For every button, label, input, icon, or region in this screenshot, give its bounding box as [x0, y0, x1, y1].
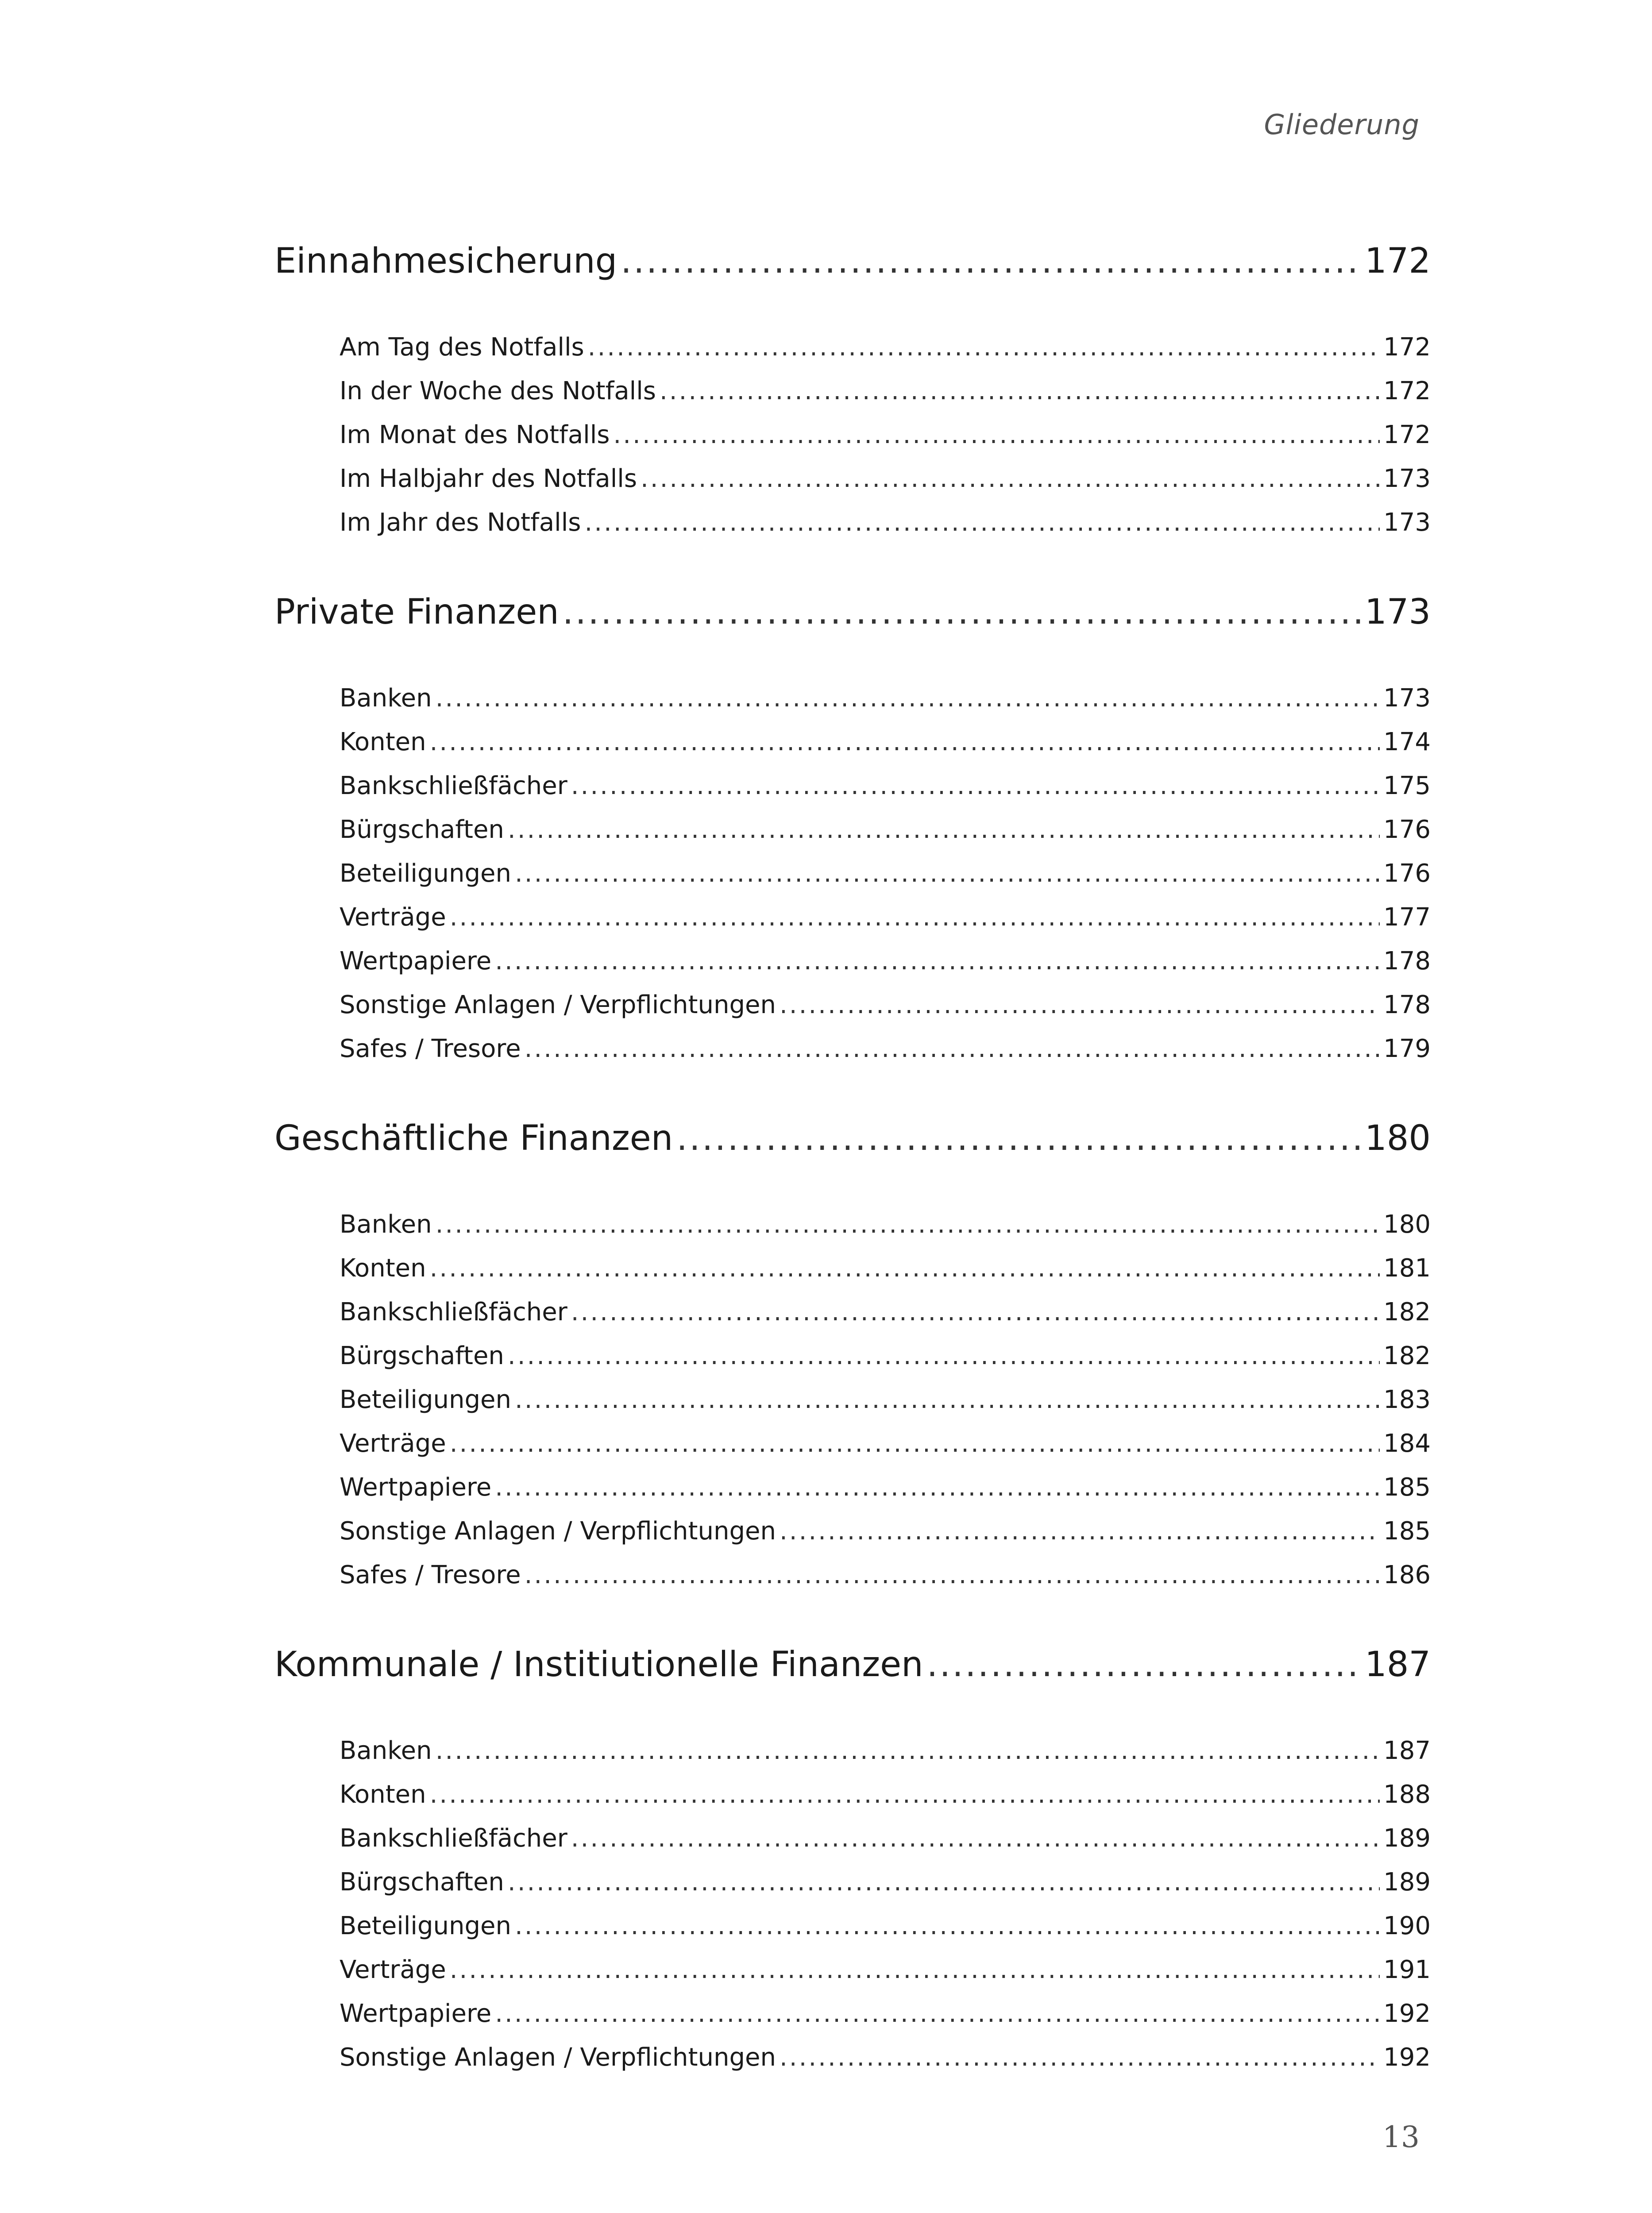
entry-title: Banken	[340, 1736, 432, 1765]
dot-leader	[927, 1640, 1362, 1689]
entry-page-number: 179	[1383, 1034, 1431, 1063]
dot-leader	[660, 369, 1380, 413]
entry-page-number: 188	[1383, 1780, 1431, 1809]
entry-title: Verträge	[340, 1429, 446, 1458]
entry-page-number: 172	[1383, 333, 1431, 362]
toc-entry[interactable]	[340, 1334, 1431, 1378]
entry-title: Am Tag des Notfalls	[340, 333, 584, 362]
section-title: Geschäftliche Finanzen	[274, 1118, 673, 1158]
entry-page-number: 192	[1383, 1999, 1431, 2028]
toc-entry[interactable]	[340, 1948, 1431, 1992]
entry-title: Beteiligungen	[340, 859, 511, 888]
entry-title: Beteiligungen	[340, 1385, 511, 1414]
dot-leader	[584, 501, 1380, 544]
toc-entry-list	[274, 1203, 1431, 1597]
entry-page-number: 189	[1383, 1824, 1431, 1853]
entry-title: Sonstige Anlagen / Verpflichtungen	[340, 1517, 776, 1546]
toc-entry[interactable]	[340, 413, 1431, 457]
dot-leader	[436, 1203, 1380, 1246]
entry-title: Banken	[340, 1210, 432, 1239]
toc-entry[interactable]	[340, 939, 1431, 983]
toc-section	[274, 588, 1431, 1071]
toc-entry[interactable]	[340, 1246, 1431, 1290]
entry-title: Im Halbjahr des Notfalls	[340, 464, 637, 493]
entry-page-number: 175	[1383, 771, 1431, 800]
dot-leader	[525, 1553, 1380, 1597]
toc-entry[interactable]	[340, 501, 1431, 544]
entry-page-number: 185	[1383, 1473, 1431, 1502]
entry-title: Safes / Tresore	[340, 1034, 521, 1063]
dot-leader	[430, 1246, 1380, 1290]
dot-leader	[563, 588, 1361, 636]
toc-entry-list	[274, 676, 1431, 1071]
entry-page-number: 182	[1383, 1342, 1431, 1370]
entry-title: Konten	[340, 1254, 426, 1283]
entry-page-number: 172	[1383, 377, 1431, 405]
entry-title: Bürgschaften	[340, 815, 504, 844]
entry-title: Verträge	[340, 1955, 446, 1984]
entry-page-number: 173	[1383, 508, 1431, 537]
toc-entry[interactable]	[340, 1553, 1431, 1597]
entry-title: Bankschließfächer	[340, 1298, 567, 1326]
entry-title: Bankschließfächer	[340, 771, 567, 800]
entry-title: Konten	[340, 1780, 426, 1809]
entry-title: Im Monat des Notfalls	[340, 420, 610, 449]
toc-entry[interactable]	[340, 1027, 1431, 1071]
section-title: Private Finanzen	[274, 592, 559, 632]
toc-entry[interactable]	[340, 1203, 1431, 1246]
dot-leader	[571, 1290, 1380, 1334]
dot-leader	[588, 325, 1380, 369]
entry-page-number: 189	[1383, 1868, 1431, 1897]
section-page-number: 180	[1365, 1118, 1431, 1158]
toc-entry[interactable]	[340, 676, 1431, 720]
dot-leader	[571, 764, 1380, 808]
dot-leader	[780, 1509, 1380, 1553]
toc-section-heading[interactable]	[274, 237, 1431, 285]
section-page-number: 172	[1365, 241, 1431, 281]
toc-entry[interactable]	[340, 325, 1431, 369]
entry-title: Wertpapiere	[340, 947, 492, 975]
dot-leader	[495, 939, 1380, 983]
dot-leader	[571, 1816, 1380, 1860]
dot-leader	[780, 2036, 1380, 2079]
entry-page-number: 176	[1383, 859, 1431, 888]
toc-section	[274, 1114, 1431, 1597]
toc-entry[interactable]	[340, 1729, 1431, 1773]
toc-entry[interactable]	[340, 852, 1431, 895]
dot-leader	[515, 1904, 1380, 1948]
entry-title: Sonstige Anlagen / Verpflichtungen	[340, 2043, 776, 2072]
dot-leader	[613, 413, 1380, 457]
toc-entry[interactable]	[340, 1422, 1431, 1465]
entry-page-number: 190	[1383, 1912, 1431, 1940]
entry-title: Wertpapiere	[340, 1999, 492, 2028]
section-page-number: 173	[1365, 592, 1431, 632]
dot-leader	[436, 676, 1380, 720]
dot-leader	[525, 1027, 1380, 1071]
toc-entry[interactable]	[340, 1992, 1431, 2036]
toc-entry[interactable]	[340, 1378, 1431, 1422]
entry-title: Konten	[340, 728, 426, 756]
entry-page-number: 183	[1383, 1385, 1431, 1414]
dot-leader	[515, 1378, 1380, 1422]
toc-section-heading[interactable]	[274, 1114, 1431, 1163]
entry-page-number: 181	[1383, 1254, 1431, 1283]
dot-leader	[450, 895, 1380, 939]
toc-section-heading[interactable]	[274, 1640, 1431, 1689]
entry-title: Beteiligungen	[340, 1912, 511, 1940]
toc-section	[274, 1640, 1431, 2079]
dot-leader	[515, 852, 1380, 895]
dot-leader	[436, 1729, 1380, 1773]
entry-page-number: 173	[1383, 684, 1431, 713]
dot-leader	[430, 1773, 1380, 1816]
toc-section-heading[interactable]	[274, 588, 1431, 636]
toc-entry[interactable]	[340, 1465, 1431, 1509]
toc-entry[interactable]	[340, 1509, 1431, 1553]
toc-entry[interactable]	[340, 1290, 1431, 1334]
dot-leader	[450, 1948, 1380, 1992]
toc-entry[interactable]	[340, 2036, 1431, 2079]
entry-page-number: 178	[1383, 991, 1431, 1019]
entry-title: Bürgschaften	[340, 1342, 504, 1370]
entry-page-number: 180	[1383, 1210, 1431, 1239]
toc-entry-list	[274, 1729, 1431, 2079]
entry-page-number: 186	[1383, 1561, 1431, 1589]
toc-entry-list	[274, 325, 1431, 544]
section-page-number: 187	[1365, 1645, 1431, 1685]
toc-entry[interactable]	[340, 457, 1431, 501]
table-of-contents	[274, 237, 1431, 2123]
running-header: Gliederung	[1264, 108, 1420, 141]
entry-title: Sonstige Anlagen / Verpflichtungen	[340, 991, 776, 1019]
toc-entry[interactable]	[340, 1860, 1431, 1904]
toc-entry[interactable]	[340, 1773, 1431, 1816]
entry-page-number: 172	[1383, 420, 1431, 449]
toc-entry[interactable]	[340, 1904, 1431, 1948]
toc-entry[interactable]	[340, 764, 1431, 808]
toc-entry[interactable]	[340, 369, 1431, 413]
entry-title: Wertpapiere	[340, 1473, 492, 1502]
dot-leader	[676, 1114, 1361, 1163]
dot-leader	[450, 1422, 1380, 1465]
toc-entry[interactable]	[340, 895, 1431, 939]
entry-page-number: 174	[1383, 728, 1431, 756]
dot-leader	[495, 1992, 1380, 2036]
dot-leader	[495, 1465, 1380, 1509]
entry-title: In der Woche des Notfalls	[340, 377, 656, 405]
dot-leader	[780, 983, 1380, 1027]
toc-entry[interactable]	[340, 983, 1431, 1027]
entry-title: Im Jahr des Notfalls	[340, 508, 581, 537]
entry-title: Bankschließfächer	[340, 1824, 567, 1853]
dot-leader	[508, 808, 1380, 852]
dot-leader	[508, 1860, 1380, 1904]
entry-page-number: 173	[1383, 464, 1431, 493]
entry-title: Verträge	[340, 903, 446, 932]
entry-title: Bürgschaften	[340, 1868, 504, 1897]
dot-leader	[621, 237, 1361, 285]
entry-page-number: 178	[1383, 947, 1431, 975]
entry-page-number: 177	[1383, 903, 1431, 932]
page-number: 13	[1382, 2120, 1420, 2154]
dot-leader	[430, 720, 1380, 764]
entry-page-number: 185	[1383, 1517, 1431, 1546]
toc-entry[interactable]	[340, 1816, 1431, 1860]
entry-page-number: 184	[1383, 1429, 1431, 1458]
section-title: Kommunale / Institiutionelle Finanzen	[274, 1645, 923, 1685]
entry-page-number: 191	[1383, 1955, 1431, 1984]
entry-page-number: 192	[1383, 2043, 1431, 2072]
entry-title: Safes / Tresore	[340, 1561, 521, 1589]
entry-page-number: 176	[1383, 815, 1431, 844]
toc-entry[interactable]	[340, 720, 1431, 764]
entry-page-number: 187	[1383, 1736, 1431, 1765]
entry-page-number: 182	[1383, 1298, 1431, 1326]
toc-section	[274, 237, 1431, 544]
toc-entry[interactable]	[340, 808, 1431, 852]
entry-title: Banken	[340, 684, 432, 713]
dot-leader	[508, 1334, 1380, 1378]
section-title: Einnahmesicherung	[274, 241, 618, 281]
dot-leader	[641, 457, 1380, 501]
